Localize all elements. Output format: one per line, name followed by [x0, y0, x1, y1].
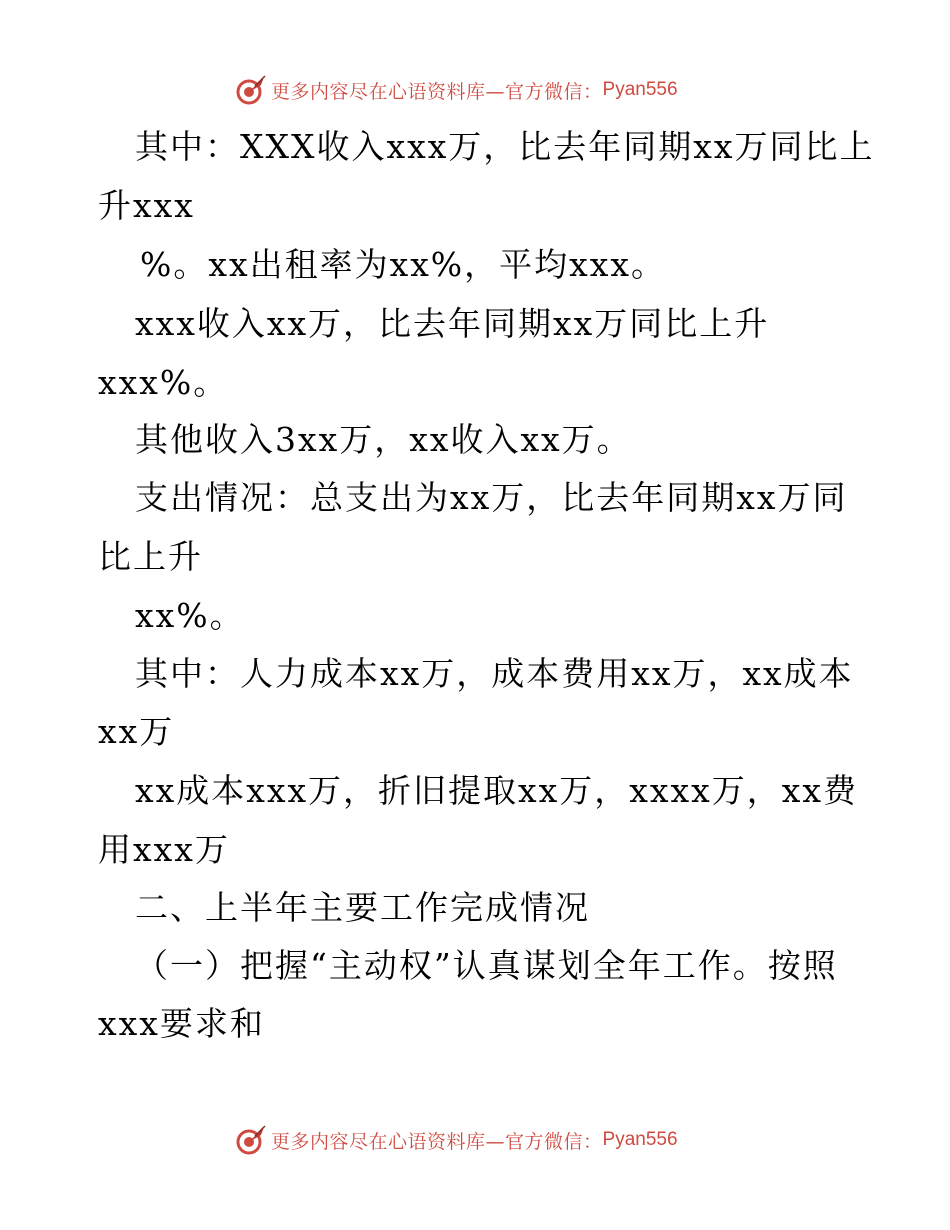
header-banner-wechat-id: Pyan556 — [602, 79, 678, 100]
footer-banner-text: 更多内容尽在心语资料库—官方微信： — [271, 1130, 603, 1153]
footer-banner — [0, 1120, 950, 1160]
body-line-16: xxx要求和 — [98, 1004, 265, 1043]
quill-logo-icon — [235, 1124, 267, 1156]
header-banner — [0, 70, 950, 110]
body-line-10: 其中：人力成本xx万，成本费用xx万，xx成本 — [135, 654, 854, 693]
quill-logo-icon — [235, 74, 267, 106]
body-line-9: xx%。 — [135, 596, 245, 635]
body-line-2: 升xxx — [98, 186, 195, 225]
body-line-11: xx万 — [98, 712, 175, 751]
footer-banner-content — [235, 1120, 678, 1160]
body-line-6: 其他收入3xx万，xx收入xx万。 — [135, 420, 632, 459]
body-line-4: xxx收入xx万，比去年同期xx万同比上升 — [135, 304, 770, 343]
body-line-8: 比上升 — [98, 537, 203, 576]
body-line-1: 其中：XXX收入xxx万，比去年同期xx万同比上 — [135, 127, 875, 166]
footer-banner-wechat-id: Pyan556 — [602, 1129, 678, 1150]
body-line-7: 支出情况：总支出为xx万，比去年同期xx万同 — [135, 478, 848, 517]
body-line-12: xx成本xxx万，折旧提取xx万，xxxx万，xx费 — [135, 771, 858, 810]
header-banner-content — [235, 70, 678, 110]
body-line-13: 用xxx万 — [98, 830, 230, 869]
section-heading: 二、上半年主要工作完成情况 — [135, 888, 590, 927]
header-banner-text: 更多内容尽在心语资料库—官方微信： — [271, 80, 603, 103]
body-line-15: （一）把握“主动权”认真谋划全年工作。按照 — [135, 946, 838, 985]
body-line-3: %。xx出租率为xx%，平均xxx。 — [140, 245, 666, 284]
body-line-5: xxx%。 — [98, 363, 229, 402]
